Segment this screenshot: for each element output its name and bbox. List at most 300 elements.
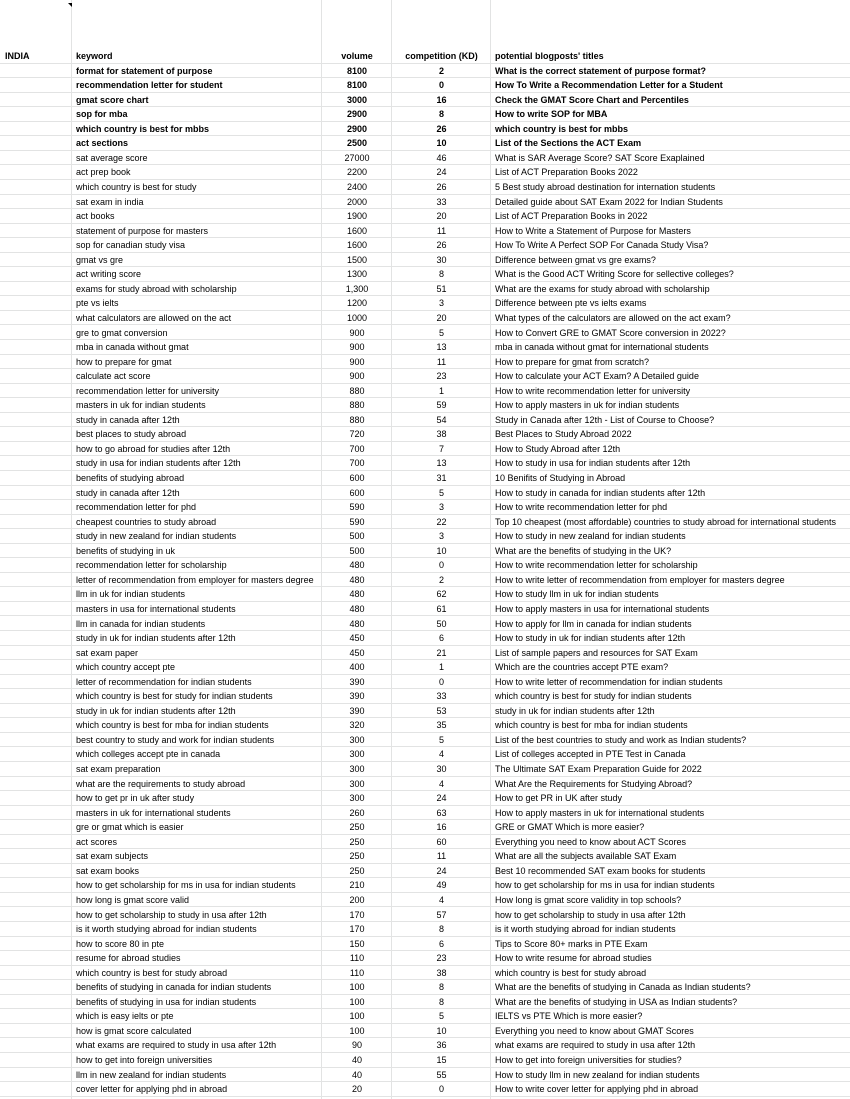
competition-cell[interactable]: 24: [436, 793, 447, 804]
country-cell[interactable]: [5, 340, 71, 354]
volume-cell[interactable]: 2000: [346, 196, 368, 207]
volume-cell[interactable]: 2400: [346, 182, 368, 192]
country-cell[interactable]: [5, 980, 71, 994]
competition-cell[interactable]: 24: [436, 167, 447, 178]
title-cell[interactable]: What is the correct statement of purpose format?: [495, 65, 707, 76]
country-cell[interactable]: [5, 311, 71, 325]
competition-cell[interactable]: 26: [436, 123, 447, 134]
competition-cell[interactable]: 6: [438, 633, 444, 644]
country-cell[interactable]: [5, 544, 71, 558]
table-row[interactable]: [0, 122, 850, 137]
table-row[interactable]: [0, 151, 850, 166]
competition-cell[interactable]: 51: [436, 283, 447, 294]
table-row[interactable]: [0, 413, 850, 428]
volume-cell[interactable]: 2500: [346, 138, 368, 149]
keyword-cell[interactable]: gre or gmat which is easier: [76, 822, 184, 833]
title-cell[interactable]: IELTS vs PTE Which is more easier?: [495, 1011, 643, 1022]
table-row[interactable]: [0, 238, 850, 253]
keyword-cell[interactable]: how to go abroad for studies after 12th: [76, 443, 231, 454]
competition-cell[interactable]: 33: [436, 691, 447, 702]
competition-cell[interactable]: 11: [436, 851, 447, 862]
competition-cell[interactable]: 5: [438, 487, 444, 498]
competition-cell[interactable]: 16: [436, 822, 447, 833]
country-cell[interactable]: [5, 718, 71, 732]
keyword-cell[interactable]: which country is best for mbbs: [76, 123, 210, 134]
keyword-cell[interactable]: benefits of studying in canada for indian students: [76, 982, 272, 993]
competition-cell[interactable]: 3: [438, 531, 444, 542]
keyword-cell[interactable]: sop for mba: [76, 109, 128, 120]
title-cell[interactable]: How to calculate your ACT Exam? A Detailed guide: [495, 371, 699, 382]
table-row[interactable]: [0, 311, 850, 326]
country-cell[interactable]: [5, 675, 71, 689]
keyword-cell[interactable]: how to get scholarship to study in usa after 12th: [76, 909, 267, 920]
country-cell[interactable]: [5, 1009, 71, 1023]
table-row[interactable]: [0, 93, 850, 108]
competition-cell[interactable]: 3: [438, 502, 444, 513]
keyword-cell[interactable]: letter of recommendation from employer for masters degree: [76, 574, 314, 585]
competition-cell[interactable]: 20: [436, 211, 447, 222]
keyword-cell[interactable]: how to prepare for gmat: [76, 356, 172, 367]
country-cell[interactable]: [5, 282, 71, 296]
title-cell[interactable]: List of sample papers and resources for SAT Exam: [495, 647, 698, 658]
competition-cell[interactable]: 62: [436, 589, 447, 600]
title-cell[interactable]: List of ACT Preparation Books 2022: [495, 167, 638, 178]
country-cell[interactable]: [5, 107, 71, 121]
title-cell[interactable]: How To Write A Perfect SOP For Canada Study Visa?: [495, 240, 709, 251]
competition-cell[interactable]: 15: [436, 1055, 447, 1065]
volume-cell[interactable]: 1900: [346, 211, 368, 222]
table-row[interactable]: [0, 631, 850, 646]
volume-cell[interactable]: 100: [349, 1011, 365, 1022]
title-cell[interactable]: study in uk for indian students after 12th: [495, 705, 655, 716]
keyword-cell[interactable]: study in uk for indian students after 12th: [76, 633, 236, 644]
table-row[interactable]: [0, 107, 850, 122]
keyword-cell[interactable]: sop for canadian study visa: [76, 240, 186, 251]
title-cell[interactable]: How to prepare for gmat from scratch?: [495, 356, 650, 367]
competition-cell[interactable]: 49: [436, 880, 447, 891]
keyword-cell[interactable]: study in new zealand for indian students: [76, 531, 237, 542]
country-cell[interactable]: [5, 122, 71, 136]
table-row[interactable]: [0, 369, 850, 384]
volume-cell[interactable]: 200: [349, 894, 365, 905]
country-cell[interactable]: [5, 995, 71, 1009]
keyword-cell[interactable]: act writing score: [76, 269, 142, 280]
country-cell[interactable]: [5, 733, 71, 747]
volume-cell[interactable]: 27000: [344, 152, 370, 163]
keyword-cell[interactable]: sat exam paper: [76, 647, 139, 658]
competition-cell[interactable]: 10: [436, 545, 447, 556]
title-cell[interactable]: Best Places to Study Abroad 2022: [495, 429, 632, 440]
country-cell[interactable]: [5, 646, 71, 660]
table-row[interactable]: [0, 937, 850, 952]
title-cell[interactable]: What are the benefits of studying in Canada as Indian students?: [495, 982, 751, 993]
country-cell[interactable]: [5, 355, 71, 369]
table-row[interactable]: [0, 966, 850, 981]
keyword-cell[interactable]: study in canada after 12th: [76, 414, 180, 425]
volume-cell[interactable]: 480: [349, 618, 365, 629]
country-cell[interactable]: [5, 864, 71, 878]
title-cell[interactable]: Tips to Score 80+ marks in PTE Exam: [495, 938, 648, 949]
table-row[interactable]: [0, 878, 850, 893]
table-row[interactable]: [0, 617, 850, 632]
competition-cell[interactable]: 46: [436, 152, 447, 163]
keyword-cell[interactable]: sat exam in india: [76, 196, 144, 207]
volume-cell[interactable]: 40: [351, 1069, 362, 1080]
country-cell[interactable]: [5, 398, 71, 412]
title-cell[interactable]: How to write letter of recommendation for indian students: [495, 676, 723, 687]
competition-cell[interactable]: 4: [438, 749, 444, 760]
volume-cell[interactable]: 600: [349, 473, 365, 483]
keyword-cell[interactable]: what are the requirements to study abroad: [76, 778, 246, 789]
title-cell[interactable]: which country is best for mba for indian students: [495, 720, 688, 731]
competition-cell[interactable]: 59: [436, 400, 447, 411]
volume-cell[interactable]: 500: [349, 545, 365, 556]
competition-cell[interactable]: 5: [438, 734, 444, 745]
table-row[interactable]: [0, 78, 850, 93]
country-cell[interactable]: [5, 806, 71, 820]
keyword-cell[interactable]: how to get scholarship for ms in usa for indian students: [76, 880, 296, 891]
table-row[interactable]: [0, 704, 850, 719]
volume-cell[interactable]: 8100: [346, 65, 368, 76]
table-row[interactable]: [0, 427, 850, 442]
title-cell[interactable]: 10 Benifits of Studying in Abroad: [495, 473, 626, 483]
title-cell[interactable]: What is SAR Average Score? SAT Score Exaplained: [495, 152, 705, 163]
volume-cell[interactable]: 390: [349, 691, 365, 702]
competition-cell[interactable]: 30: [436, 764, 447, 774]
table-row[interactable]: [0, 689, 850, 704]
competition-cell[interactable]: 22: [436, 516, 447, 527]
competition-cell[interactable]: 36: [436, 1040, 447, 1051]
title-cell[interactable]: The Ultimate SAT Exam Preparation Guide for 2022: [495, 764, 702, 774]
country-cell[interactable]: [5, 180, 71, 194]
country-cell[interactable]: [5, 791, 71, 805]
country-cell[interactable]: [5, 500, 71, 514]
keyword-cell[interactable]: benefits of studying in usa for indian students: [76, 996, 257, 1007]
table-row[interactable]: [0, 282, 850, 297]
table-row[interactable]: [0, 762, 850, 777]
table-row[interactable]: [0, 384, 850, 399]
keyword-cell[interactable]: how to score 80 in pte: [76, 938, 165, 949]
volume-cell[interactable]: 1,300: [345, 283, 369, 294]
competition-cell[interactable]: 8: [438, 109, 444, 120]
competition-cell[interactable]: 61: [436, 603, 447, 614]
volume-cell[interactable]: 390: [349, 676, 365, 687]
keyword-cell[interactable]: exams for study abroad with scholarship: [76, 283, 237, 294]
table-row[interactable]: [0, 253, 850, 268]
competition-cell[interactable]: 5: [438, 1011, 444, 1022]
table-row[interactable]: [0, 224, 850, 239]
country-cell[interactable]: [5, 267, 71, 281]
volume-cell[interactable]: 1600: [346, 225, 368, 236]
country-cell[interactable]: [5, 456, 71, 470]
keyword-cell[interactable]: recommendation letter for phd: [76, 502, 197, 513]
title-cell[interactable]: Difference between pte vs ielts exams: [495, 298, 647, 309]
table-row[interactable]: [0, 195, 850, 210]
keyword-cell[interactable]: which is easy ielts or pte: [76, 1011, 174, 1022]
competition-cell[interactable]: 6: [438, 938, 444, 949]
country-cell[interactable]: [5, 835, 71, 849]
table-row[interactable]: [0, 355, 850, 370]
volume-cell[interactable]: 700: [349, 443, 365, 454]
volume-cell[interactable]: 2900: [346, 123, 368, 134]
header-titles[interactable]: potential blogposts' titles: [495, 51, 604, 61]
table-row[interactable]: [0, 922, 850, 937]
volume-cell[interactable]: 150: [349, 938, 365, 949]
competition-cell[interactable]: 0: [438, 676, 444, 687]
table-row[interactable]: [0, 209, 850, 224]
keyword-cell[interactable]: gmat score chart: [76, 94, 149, 105]
competition-cell[interactable]: 33: [436, 196, 447, 207]
title-cell[interactable]: How to write recommendation letter for scholarship: [495, 560, 698, 571]
keyword-cell[interactable]: best country to study and work for indian students: [76, 734, 275, 745]
keyword-cell[interactable]: study in canada after 12th: [76, 487, 180, 498]
title-cell[interactable]: How to study llm in uk for indian students: [495, 589, 659, 600]
table-row[interactable]: [0, 64, 850, 79]
country-cell[interactable]: [5, 878, 71, 892]
competition-cell[interactable]: 2: [438, 65, 444, 76]
table-row[interactable]: [0, 849, 850, 864]
competition-cell[interactable]: 4: [438, 778, 444, 789]
title-cell[interactable]: Difference between gmat vs gre exams?: [495, 254, 656, 265]
keyword-cell[interactable]: how to get pr in uk after study: [76, 793, 195, 804]
table-row[interactable]: [0, 602, 850, 617]
competition-cell[interactable]: 7: [438, 443, 444, 454]
keyword-cell[interactable]: what exams are required to study in usa after 12th: [76, 1040, 277, 1051]
volume-cell[interactable]: 900: [349, 356, 365, 367]
title-cell[interactable]: is it worth studying abroad for indian students: [495, 924, 676, 935]
title-cell[interactable]: How to write SOP for MBA: [495, 109, 608, 120]
country-cell[interactable]: [5, 64, 71, 78]
competition-cell[interactable]: 24: [436, 865, 447, 876]
competition-cell[interactable]: 23: [436, 953, 447, 964]
competition-cell[interactable]: 26: [436, 182, 447, 192]
title-cell[interactable]: List of ACT Preparation Books in 2022: [495, 211, 648, 222]
keyword-cell[interactable]: study in usa for indian students after 12th: [76, 458, 241, 469]
table-row[interactable]: [0, 1009, 850, 1024]
volume-cell[interactable]: 880: [349, 414, 365, 425]
competition-cell[interactable]: 2: [438, 574, 444, 585]
volume-cell[interactable]: 450: [349, 633, 365, 644]
volume-cell[interactable]: 210: [349, 880, 365, 891]
volume-cell[interactable]: 480: [349, 574, 365, 585]
table-row[interactable]: [0, 1038, 850, 1053]
volume-cell[interactable]: 300: [349, 793, 365, 804]
table-row[interactable]: [0, 718, 850, 733]
volume-cell[interactable]: 1300: [346, 269, 368, 280]
table-row[interactable]: [0, 165, 850, 180]
keyword-cell[interactable]: pte vs ielts: [76, 298, 119, 309]
volume-cell[interactable]: 320: [349, 720, 365, 731]
country-cell[interactable]: [5, 78, 71, 92]
keyword-cell[interactable]: how to get into foreign universities: [76, 1055, 213, 1065]
volume-cell[interactable]: 110: [349, 967, 365, 978]
keyword-cell[interactable]: cover letter for applying phd in abroad: [76, 1084, 228, 1095]
country-cell[interactable]: [5, 893, 71, 907]
volume-cell[interactable]: 700: [349, 458, 365, 469]
title-cell[interactable]: How to study llm in new zealand for indian students: [495, 1069, 700, 1080]
title-cell[interactable]: What are the benefits of studying in USA as Indian students?: [495, 996, 738, 1007]
country-cell[interactable]: [5, 617, 71, 631]
volume-cell[interactable]: 900: [349, 342, 365, 353]
title-cell[interactable]: what exams are required to study in usa after 12th: [495, 1040, 696, 1051]
title-cell[interactable]: Best 10 recommended SAT exam books for students: [495, 865, 706, 876]
competition-cell[interactable]: 57: [436, 909, 447, 920]
keyword-cell[interactable]: which country is best for mba for indian students: [76, 720, 269, 731]
competition-cell[interactable]: 0: [438, 1084, 444, 1095]
title-cell[interactable]: What are the exams for study abroad with scholarship: [495, 283, 710, 294]
table-row[interactable]: [0, 747, 850, 762]
country-cell[interactable]: [5, 1038, 71, 1052]
volume-cell[interactable]: 590: [349, 502, 365, 513]
title-cell[interactable]: Everything you need to know about GMAT Scores: [495, 1025, 694, 1036]
table-row[interactable]: [0, 864, 850, 879]
keyword-cell[interactable]: cheapest countries to study abroad: [76, 516, 217, 527]
competition-cell[interactable]: 3: [438, 298, 444, 309]
volume-cell[interactable]: 390: [349, 705, 365, 716]
competition-cell[interactable]: 16: [436, 94, 447, 105]
header-competition[interactable]: competition (KD): [405, 51, 478, 61]
table-row[interactable]: [0, 951, 850, 966]
keyword-cell[interactable]: is it worth studying abroad for indian students: [76, 924, 257, 935]
title-cell[interactable]: How to study in uk for indian students after 12th: [495, 633, 686, 644]
title-cell[interactable]: How to Write a Statement of Purpose for Masters: [495, 225, 691, 236]
table-row[interactable]: [0, 296, 850, 311]
table-row[interactable]: [0, 442, 850, 457]
competition-cell[interactable]: 21: [436, 647, 447, 658]
keyword-cell[interactable]: calculate act score: [76, 371, 151, 382]
country-cell[interactable]: [5, 165, 71, 179]
title-cell[interactable]: How to Study Abroad after 12th: [495, 443, 621, 454]
keyword-cell[interactable]: what calculators are allowed on the act: [76, 312, 232, 323]
competition-cell[interactable]: 54: [436, 414, 447, 425]
title-cell[interactable]: What is the Good ACT Writing Score for sellective colleges?: [495, 269, 734, 280]
keyword-cell[interactable]: sat exam subjects: [76, 851, 149, 862]
header-volume[interactable]: volume: [341, 51, 373, 61]
table-row[interactable]: [0, 675, 850, 690]
country-cell[interactable]: [5, 369, 71, 383]
title-cell[interactable]: How to Convert GRE to GMAT Score conversion in 2022?: [495, 327, 726, 338]
volume-cell[interactable]: 900: [349, 327, 365, 338]
volume-cell[interactable]: 1600: [346, 240, 368, 251]
volume-cell[interactable]: 250: [349, 822, 365, 833]
title-cell[interactable]: Which are the countries accept PTE exam?: [495, 662, 669, 673]
keyword-cell[interactable]: sat average score: [76, 152, 148, 163]
keyword-cell[interactable]: which colleges accept pte in canada: [76, 749, 221, 760]
competition-cell[interactable]: 63: [436, 807, 447, 818]
keyword-cell[interactable]: sat exam preparation: [76, 764, 161, 774]
country-cell[interactable]: [5, 253, 71, 267]
volume-cell[interactable]: 40: [351, 1055, 362, 1065]
country-cell[interactable]: [5, 238, 71, 252]
competition-cell[interactable]: 55: [436, 1069, 447, 1080]
volume-cell[interactable]: 900: [349, 371, 365, 382]
country-cell[interactable]: [5, 296, 71, 310]
keyword-cell[interactable]: recommendation letter for university: [76, 385, 220, 396]
keyword-cell[interactable]: masters in uk for indian students: [76, 400, 206, 411]
table-row[interactable]: [0, 1068, 850, 1083]
country-cell[interactable]: [5, 573, 71, 587]
keyword-cell[interactable]: act prep book: [76, 167, 131, 178]
title-cell[interactable]: how to get scholarship for ms in usa for indian students: [495, 880, 715, 891]
table-row[interactable]: [0, 1053, 850, 1068]
table-row[interactable]: [0, 558, 850, 573]
table-row[interactable]: [0, 340, 850, 355]
keyword-cell[interactable]: how long is gmat score valid: [76, 894, 190, 905]
table-row[interactable]: [0, 486, 850, 501]
volume-cell[interactable]: 250: [349, 836, 365, 847]
keyword-cell[interactable]: llm in new zealand for indian students: [76, 1069, 227, 1080]
competition-cell[interactable]: 0: [438, 80, 444, 91]
volume-cell[interactable]: 170: [349, 909, 365, 920]
keyword-cell[interactable]: study in uk for indian students after 12th: [76, 705, 236, 716]
keyword-cell[interactable]: llm in uk for indian students: [76, 589, 186, 600]
competition-cell[interactable]: 5: [438, 327, 444, 338]
table-row[interactable]: [0, 777, 850, 792]
country-cell[interactable]: [5, 1068, 71, 1082]
volume-cell[interactable]: 720: [349, 429, 365, 440]
country-cell[interactable]: [5, 587, 71, 601]
title-cell[interactable]: How to get into foreign universities for studies?: [495, 1055, 682, 1065]
country-cell[interactable]: [5, 471, 71, 485]
table-row[interactable]: [0, 1082, 850, 1097]
competition-cell[interactable]: 13: [436, 458, 447, 469]
country-cell[interactable]: [5, 442, 71, 456]
competition-cell[interactable]: 10: [436, 1025, 447, 1036]
volume-cell[interactable]: 1500: [346, 254, 368, 265]
country-cell[interactable]: [5, 384, 71, 398]
country-cell[interactable]: [5, 908, 71, 922]
competition-cell[interactable]: 20: [436, 312, 447, 323]
country-cell[interactable]: [5, 93, 71, 107]
title-cell[interactable]: Everything you need to know about ACT Scores: [495, 836, 686, 847]
competition-cell[interactable]: 4: [438, 894, 444, 905]
title-cell[interactable]: which country is best for mbbs: [495, 123, 629, 134]
keyword-cell[interactable]: which country is best for study: [76, 182, 197, 192]
keyword-cell[interactable]: masters in usa for international students: [76, 603, 236, 614]
country-cell[interactable]: [5, 602, 71, 616]
title-cell[interactable]: How to study in canada for indian students after 12th: [495, 487, 706, 498]
volume-cell[interactable]: 300: [349, 734, 365, 745]
country-cell[interactable]: [5, 1053, 71, 1067]
table-row[interactable]: [0, 544, 850, 559]
keyword-cell[interactable]: act scores: [76, 836, 118, 847]
keyword-cell[interactable]: mba in canada without gmat: [76, 342, 189, 353]
country-cell[interactable]: [5, 427, 71, 441]
title-cell[interactable]: Study in Canada after 12th - List of Course to Choose?: [495, 414, 715, 425]
country-cell[interactable]: [5, 849, 71, 863]
title-cell[interactable]: GRE or GMAT Which is more easier?: [495, 822, 645, 833]
title-cell[interactable]: Top 10 cheapest (most affordable) countries to study abroad for international students: [495, 516, 837, 527]
country-cell[interactable]: [5, 762, 71, 776]
competition-cell[interactable]: 35: [436, 720, 447, 731]
keyword-cell[interactable]: which country accept pte: [76, 662, 176, 673]
volume-cell[interactable]: 2900: [346, 109, 368, 120]
volume-cell[interactable]: 100: [349, 1025, 365, 1036]
country-cell[interactable]: [5, 413, 71, 427]
volume-cell[interactable]: 90: [351, 1040, 362, 1051]
keyword-cell[interactable]: masters in uk for international students: [76, 807, 231, 818]
volume-cell[interactable]: 3000: [346, 94, 368, 105]
volume-cell[interactable]: 300: [349, 778, 365, 789]
title-cell[interactable]: which country is best for study abroad: [495, 967, 647, 978]
table-row[interactable]: [0, 456, 850, 471]
title-cell[interactable]: Check the GMAT Score Chart and Percentiles: [495, 94, 689, 105]
competition-cell[interactable]: 8: [438, 269, 444, 280]
country-cell[interactable]: [5, 529, 71, 543]
country-cell[interactable]: [5, 689, 71, 703]
title-cell[interactable]: How to write recommendation letter for phd: [495, 502, 668, 513]
volume-cell[interactable]: 170: [349, 924, 365, 935]
